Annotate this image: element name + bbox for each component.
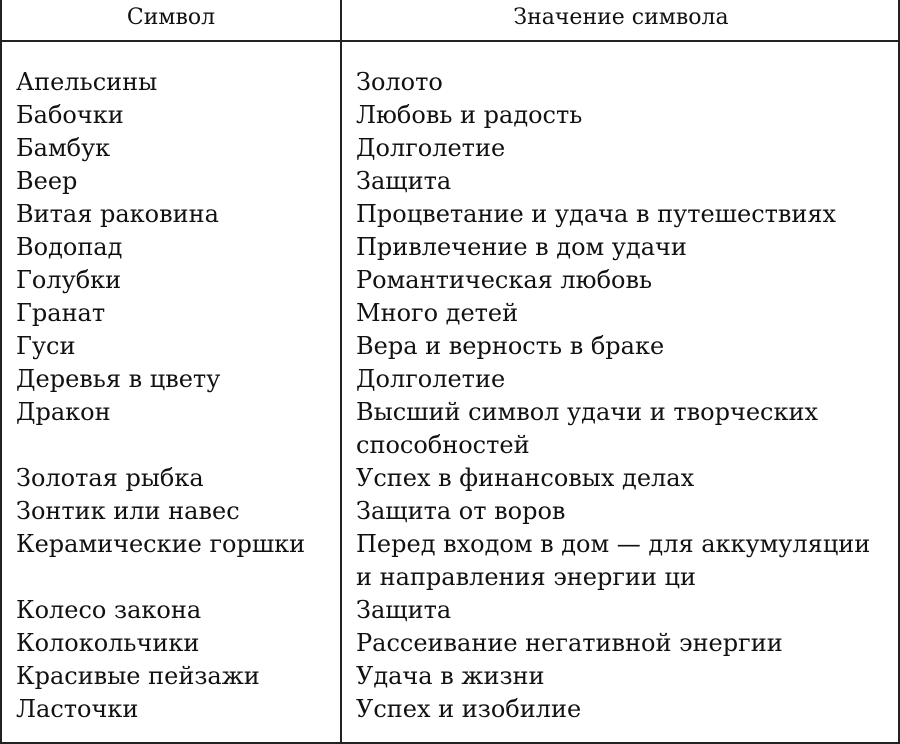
column-header-meaning: Значение символа [513,5,729,30]
meaning-line: Золото [356,68,443,96]
table-row [2,264,900,297]
table-row [2,297,900,330]
meaning-line: Привлечение в дом удачи [356,233,687,261]
meaning-cell [356,693,896,726]
meaning-line: Рассеивание негативной энергии [356,629,783,657]
table-row [2,495,900,528]
meaning-line: Романтическая любовь [356,266,653,294]
table-row [2,594,900,627]
meaning-cell [356,363,896,396]
meaning-cell [356,528,896,594]
meaning-line: Высший символ удачи и творческих [356,398,819,426]
meaning-line: Успех в финансовых делах [356,464,695,492]
table-row [2,396,900,462]
symbol-cell: Витая раковина [16,200,219,228]
meaning-line: Защита [356,167,452,195]
meaning-line: Вера и верность в браке [356,332,665,360]
meaning-cell [356,396,896,462]
table-row [2,627,900,660]
table-row [2,693,900,726]
symbol-cell: Апельсины [16,68,158,96]
meaning-cell [356,264,896,297]
table-row [2,462,900,495]
meaning-cell [356,99,896,132]
meaning-cell [356,297,896,330]
symbol-cell: Бабочки [16,101,124,129]
table-row [2,66,900,99]
meaning-cell [356,198,896,231]
symbol-cell: Красивые пейзажи [16,662,260,690]
meaning-cell [356,660,896,693]
table-body [2,66,900,726]
symbol-cell: Зонтик или навес [16,497,240,525]
meaning-line: и направления энергии ци [356,563,696,591]
meaning-line: Долголетие [356,134,506,162]
meaning-cell [356,165,896,198]
meaning-line: Процветание и удача в путешествиях [356,200,837,228]
symbol-cell: Деревья в цвету [16,365,221,393]
meaning-cell [356,330,896,363]
meaning-line: Много детей [356,299,519,327]
meaning-cell [356,66,896,99]
symbol-cell: Керамические горшки [16,530,306,558]
symbol-cell: Гранат [16,299,106,327]
meaning-line: Долголетие [356,365,506,393]
meaning-line: Защита от воров [356,497,566,525]
symbol-cell: Колокольчики [16,629,200,657]
symbol-cell: Колесо закона [16,596,202,624]
meaning-cell [356,594,896,627]
meaning-line: Удача в жизни [356,662,545,690]
symbol-cell: Бамбук [16,134,111,162]
table-row [2,99,900,132]
meaning-cell [356,627,896,660]
meaning-line: Успех и изобилие [356,695,582,723]
meaning-line: Перед входом в дом — для аккумуляции [356,530,871,558]
meaning-cell [356,462,896,495]
symbol-cell: Золотая рыбка [16,464,204,492]
meaning-cell [356,495,896,528]
meaning-line: способностей [356,431,530,459]
table-row [2,231,900,264]
table-row [2,330,900,363]
symbol-cell: Гуси [16,332,76,360]
column-header-symbol: Символ [126,5,216,30]
table-header [2,0,900,42]
table-row [2,660,900,693]
table-row [2,198,900,231]
meaning-line: Защита [356,596,452,624]
symbol-cell: Ласточки [16,695,139,723]
table-row [2,165,900,198]
meaning-cell [356,231,896,264]
symbol-cell: Голубки [16,266,122,294]
symbol-cell: Дракон [16,398,111,426]
symbol-cell: Веер [16,167,78,195]
table-row [2,363,900,396]
symbol-cell: Водопад [16,233,123,261]
table-row [2,132,900,165]
meaning-cell [356,132,896,165]
meaning-line: Любовь и радость [356,101,583,129]
table-row [2,528,900,594]
